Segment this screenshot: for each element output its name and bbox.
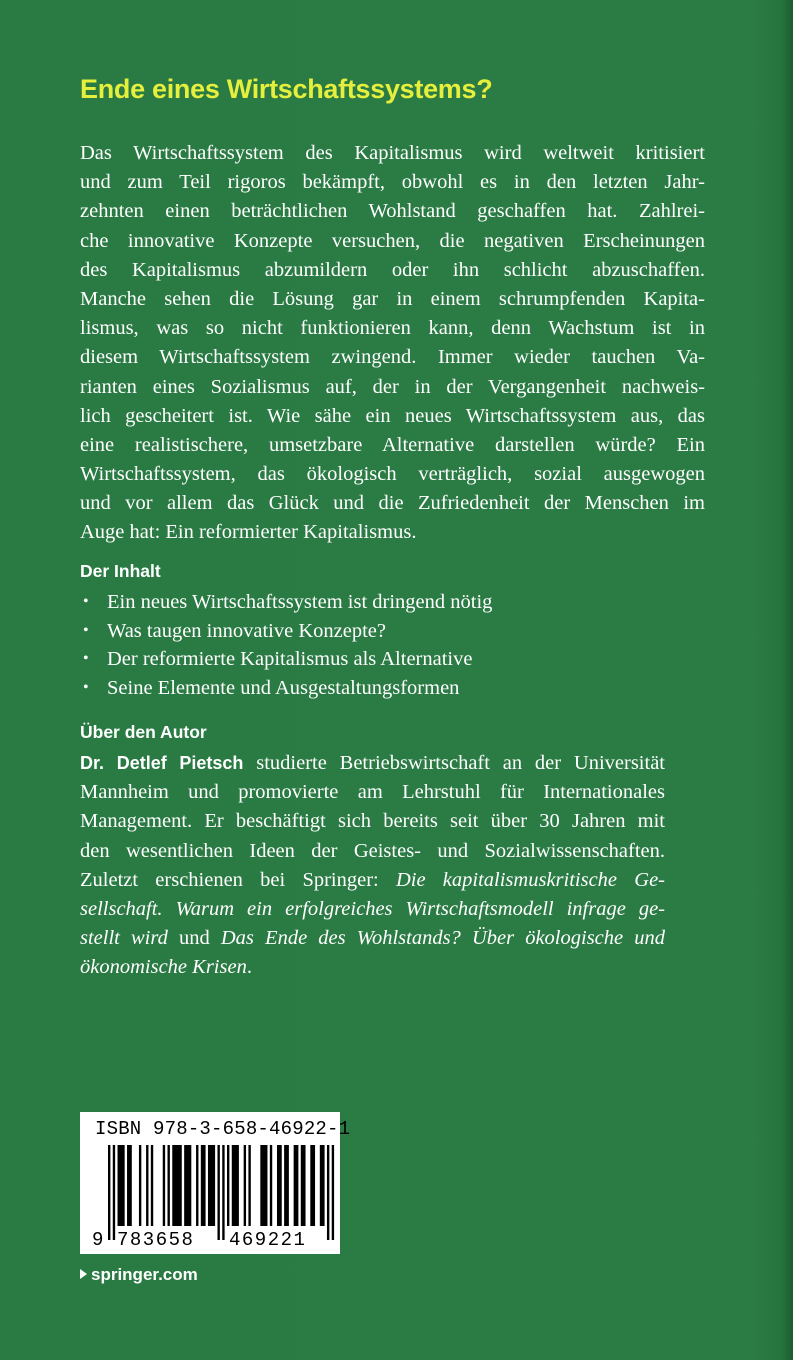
barcode-bar bbox=[208, 1145, 215, 1226]
list-item-label: Was taugen innovative Konzepte? bbox=[107, 619, 386, 642]
barcode-bar bbox=[260, 1145, 267, 1226]
blurb-line: und vor allem das Glück und die Zufriedenheit der Menschen im bbox=[80, 492, 705, 515]
bio-text: . bbox=[246, 956, 252, 979]
author-name: Dr. Detlef Pietsch bbox=[80, 753, 244, 773]
barcode-graphic bbox=[80, 1112, 340, 1254]
bio-text: studierte Betriebswirtschaft an der Universität bbox=[243, 752, 665, 774]
barcode-guard-bar bbox=[113, 1145, 115, 1240]
list-item bbox=[80, 674, 492, 703]
blurb-line: Manche sehen die Lösung gar in einem schrumpfenden Kapita- bbox=[80, 287, 705, 310]
blurb-paragraph bbox=[80, 139, 705, 548]
book-title: Das Ende des Wohlstands? Über ökologische und bbox=[220, 927, 666, 950]
barcode-bar bbox=[294, 1145, 299, 1226]
bio-line: Management. Er beschäftigt sich bereits seit über 30 Jahren mit bbox=[80, 810, 665, 833]
list-item-label: Der reformierte Kapitalismus als Alternative bbox=[107, 648, 473, 671]
blurb-line: lismus, was so nicht funktionieren kann, denn Wachstum ist in bbox=[80, 317, 705, 340]
bio-line bbox=[80, 866, 665, 895]
bio-line bbox=[80, 749, 665, 778]
contents-title: Der Inhalt bbox=[80, 561, 161, 581]
author-title: Über den Autor bbox=[80, 722, 207, 742]
blurb-line: rianten eines Sozialismus auf, der in der Vergangenheit nachweis- bbox=[80, 375, 705, 398]
springer-link[interactable] bbox=[80, 1265, 198, 1285]
blurb-line: eine realistischere, umsetzbare Alternative darstellen würde? Ein bbox=[80, 433, 705, 456]
contents-list bbox=[80, 588, 492, 702]
list-item bbox=[80, 588, 492, 617]
barcode-bar bbox=[184, 1145, 191, 1226]
list-item bbox=[80, 645, 492, 674]
barcode-guard-bar bbox=[332, 1145, 334, 1240]
barcode-guard-bar bbox=[217, 1145, 219, 1240]
barcode-digits: 9 bbox=[92, 1229, 104, 1251]
barcode-bar bbox=[227, 1145, 229, 1226]
list-item-label: Seine Elemente und Ausgestaltungsformen bbox=[107, 676, 460, 699]
bio-text: und bbox=[167, 927, 221, 950]
barcode-guard-bar bbox=[222, 1145, 224, 1240]
blurb-line: che innovative Konzepte versuchen, die negativen Erscheinungen bbox=[80, 229, 705, 252]
barcode-bar bbox=[248, 1145, 250, 1226]
bullet-icon: • bbox=[83, 593, 89, 610]
barcode-guard-bar bbox=[108, 1145, 110, 1240]
bullet-icon: • bbox=[83, 678, 89, 696]
book-title: Die kapitalismuskritische Ge- bbox=[395, 868, 665, 891]
barcode-bar bbox=[139, 1145, 141, 1226]
bio-text: Zuletzt erschienen bei Springer: bbox=[80, 868, 396, 891]
arrow-right-icon bbox=[80, 1269, 87, 1279]
isbn-barcode bbox=[80, 1112, 351, 1254]
barcode-bar bbox=[320, 1145, 325, 1226]
isbn-label: ISBN 978-3-658-46922-1 bbox=[95, 1118, 351, 1140]
list-item-label: Ein neues Wirtschaftssystem ist dringend nötig bbox=[107, 591, 493, 613]
blurb-line: Das Wirtschaftssystem des Kapitalismus wird weltweit kritisiert bbox=[80, 142, 705, 164]
author-bio bbox=[80, 749, 665, 983]
bio-line bbox=[80, 895, 665, 924]
barcode-bar bbox=[163, 1145, 165, 1226]
barcode-bar bbox=[201, 1145, 206, 1226]
page-title: Ende eines Wirtschaftssystems? bbox=[80, 74, 493, 104]
barcode-bar bbox=[277, 1145, 282, 1226]
barcode-bar bbox=[151, 1145, 153, 1226]
barcode-bar bbox=[118, 1145, 125, 1226]
bio-line: Mannheim und promovierte am Lehrstuhl für Internationales bbox=[80, 781, 665, 804]
bullet-icon: • bbox=[83, 650, 89, 668]
blurb-line: Wirtschaftssystem, das ökologisch verträglich, sozial ausgewogen bbox=[80, 463, 705, 486]
barcode-bar bbox=[196, 1145, 198, 1226]
barcode-bar bbox=[244, 1145, 246, 1226]
barcode-bar bbox=[146, 1145, 148, 1226]
barcode-bar bbox=[172, 1145, 182, 1226]
book-title: ökonomische Krisen bbox=[80, 956, 247, 979]
barcode-guard-bar bbox=[327, 1145, 329, 1240]
bio-line: den wesentlichen Ideen der Geistes- und Sozialwissenschaften. bbox=[80, 839, 665, 862]
blurb-line: und zum Teil rigoros bekämpft, obwohl es in den letzten Jahr- bbox=[80, 171, 705, 194]
barcode-bar bbox=[270, 1145, 272, 1226]
blurb-line: des Kapitalismus abzumildern oder ihn schlicht abzuschaffen. bbox=[80, 258, 705, 281]
barcode-bar bbox=[127, 1145, 132, 1226]
bullet-icon: • bbox=[83, 621, 89, 639]
blurb-line: Auge hat: Ein reformierter Kapitalismus. bbox=[80, 521, 417, 544]
blurb-line: zehnten einen beträchtlichen Wohlstand geschaffen hat. Zahlrei- bbox=[80, 200, 705, 223]
book-title: sellschaft. Warum ein erfolgreiches Wirtschaftsmodell infrage ge- bbox=[80, 897, 665, 920]
barcode-bar bbox=[301, 1145, 306, 1226]
cover-edge-shadow bbox=[781, 0, 793, 1360]
list-item bbox=[80, 617, 492, 646]
blurb-line: lich gescheitert ist. Wie sähe ein neues Wirtschaftssystem aus, das bbox=[80, 404, 705, 427]
book-title: stellt wird bbox=[80, 927, 168, 950]
barcode-bar bbox=[284, 1145, 289, 1226]
barcode-bar bbox=[168, 1145, 170, 1226]
bio-line bbox=[80, 924, 665, 953]
barcode-bar bbox=[310, 1145, 315, 1226]
blurb-line: diesem Wirtschaftssystem zwingend. Immer wieder tauchen Va- bbox=[80, 346, 705, 369]
bio-line bbox=[80, 953, 665, 982]
barcode-bar bbox=[232, 1145, 239, 1226]
springer-link-text: springer.com bbox=[91, 1265, 198, 1284]
barcode-digits: 469221 bbox=[229, 1229, 307, 1251]
barcode-digits: 783658 bbox=[117, 1229, 195, 1251]
